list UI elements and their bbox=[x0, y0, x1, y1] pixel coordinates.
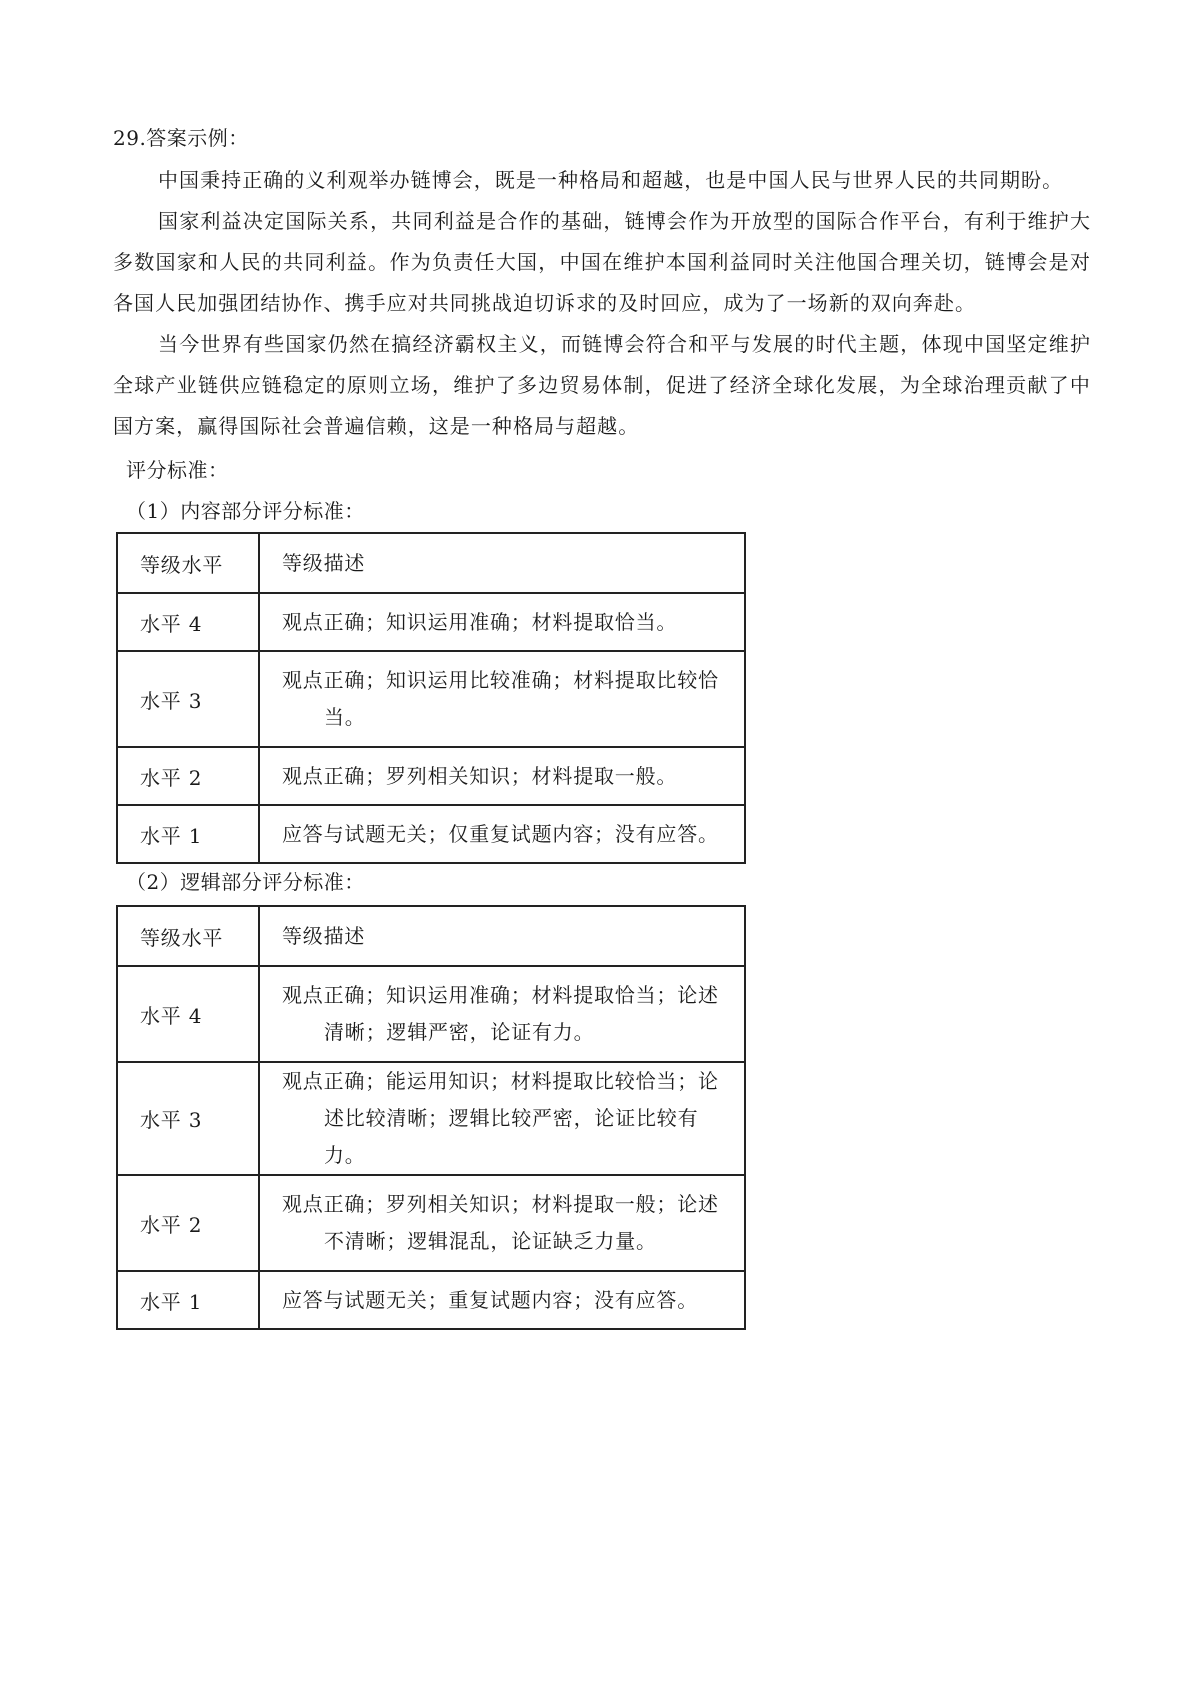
description-line-continued: 不清晰；逻辑混乱，论证缺乏力量。 bbox=[324, 1229, 657, 1253]
logic-criteria-table bbox=[116, 905, 746, 1330]
description-cell bbox=[259, 747, 745, 805]
header-description-cell: 等级描述 bbox=[259, 906, 745, 966]
table-header-row bbox=[117, 906, 745, 966]
question-heading: 29.答案示例： bbox=[113, 126, 249, 150]
level-cell: 水平 1 bbox=[117, 805, 259, 863]
description-line-continued: 当。 bbox=[324, 705, 366, 729]
table-row bbox=[117, 966, 745, 1062]
description-line: 观点正确；罗列相关知识；材料提取一般。 bbox=[282, 763, 678, 788]
answer-paragraph: 中国秉持正确的义利观举办链博会，既是一种格局和超越，也是中国人民与世界人民的共同期盼。 bbox=[158, 168, 1064, 192]
description-line: 观点正确；能运用知识；材料提取比较恰当；论 bbox=[282, 1069, 719, 1093]
description-cell bbox=[259, 1271, 745, 1329]
content-table-title: （1）内容部分评分标准： bbox=[126, 499, 365, 523]
description-line-continued: 述比较清晰；逻辑比较严密，论证比较有力。 bbox=[324, 1106, 699, 1167]
description-cell bbox=[259, 805, 745, 863]
description-cell bbox=[259, 1062, 745, 1175]
answer-body bbox=[113, 160, 1091, 447]
level-cell: 水平 1 bbox=[117, 1271, 259, 1329]
description-cell bbox=[259, 966, 745, 1062]
description-line: 观点正确；罗列相关知识；材料提取一般；论述 bbox=[282, 1192, 719, 1216]
level-cell: 水平 4 bbox=[117, 593, 259, 651]
content-criteria-table bbox=[116, 532, 746, 864]
logic-table-title: （2）逻辑部分评分标准： bbox=[126, 870, 365, 894]
table-header-row bbox=[117, 533, 745, 593]
table-row bbox=[117, 1271, 745, 1329]
table-row bbox=[117, 651, 745, 747]
table-row bbox=[117, 1175, 745, 1271]
scoring-heading: 评分标准： bbox=[126, 458, 229, 482]
description-line: 应答与试题无关；重复试题内容；没有应答。 bbox=[282, 1287, 698, 1312]
description-line: 观点正确；知识运用准确；材料提取恰当；论述 bbox=[282, 983, 719, 1007]
description-line: 应答与试题无关；仅重复试题内容；没有应答。 bbox=[282, 821, 719, 846]
level-cell: 水平 4 bbox=[117, 966, 259, 1062]
description-cell bbox=[259, 1175, 745, 1271]
level-cell: 水平 3 bbox=[117, 651, 259, 747]
table-row bbox=[117, 1062, 745, 1175]
table-row bbox=[117, 593, 745, 651]
description-cell bbox=[259, 651, 745, 747]
answer-paragraph: 国家利益决定国际关系，共同利益是合作的基础，链博会作为开放型的国际合作平台，有利于维护大多数国家和人民的共同利益。作为负责任大国，中国在维护本国利益同时关注他国合理关切，链博会是对各国人民加强团结协作、携手应对共同挑战迫切诉求的及时回应，成为了一场新的双向奔赴。 bbox=[113, 209, 1091, 315]
header-description-cell: 等级描述 bbox=[259, 533, 745, 593]
description-line: 观点正确；知识运用准确；材料提取恰当。 bbox=[282, 609, 678, 634]
table-row bbox=[117, 747, 745, 805]
level-cell: 水平 2 bbox=[117, 747, 259, 805]
header-level-cell: 等级水平 bbox=[117, 906, 259, 966]
level-cell: 水平 2 bbox=[117, 1175, 259, 1271]
header-level-cell: 等级水平 bbox=[117, 533, 259, 593]
description-line-continued: 清晰；逻辑严密，论证有力。 bbox=[324, 1020, 595, 1044]
description-line: 观点正确；知识运用比较准确；材料提取比较恰 bbox=[282, 668, 719, 692]
description-cell bbox=[259, 593, 745, 651]
answer-paragraph: 当今世界有些国家仍然在搞经济霸权主义，而链博会符合和平与发展的时代主题，体现中国坚定维护全球产业链供应链稳定的原则立场，维护了多边贸易体制，促进了经济全球化发展，为全球治理贡献了中国方案，赢得国际社会普遍信赖，这是一种格局与超越。 bbox=[113, 332, 1091, 438]
table-row bbox=[117, 805, 745, 863]
level-cell: 水平 3 bbox=[117, 1062, 259, 1175]
